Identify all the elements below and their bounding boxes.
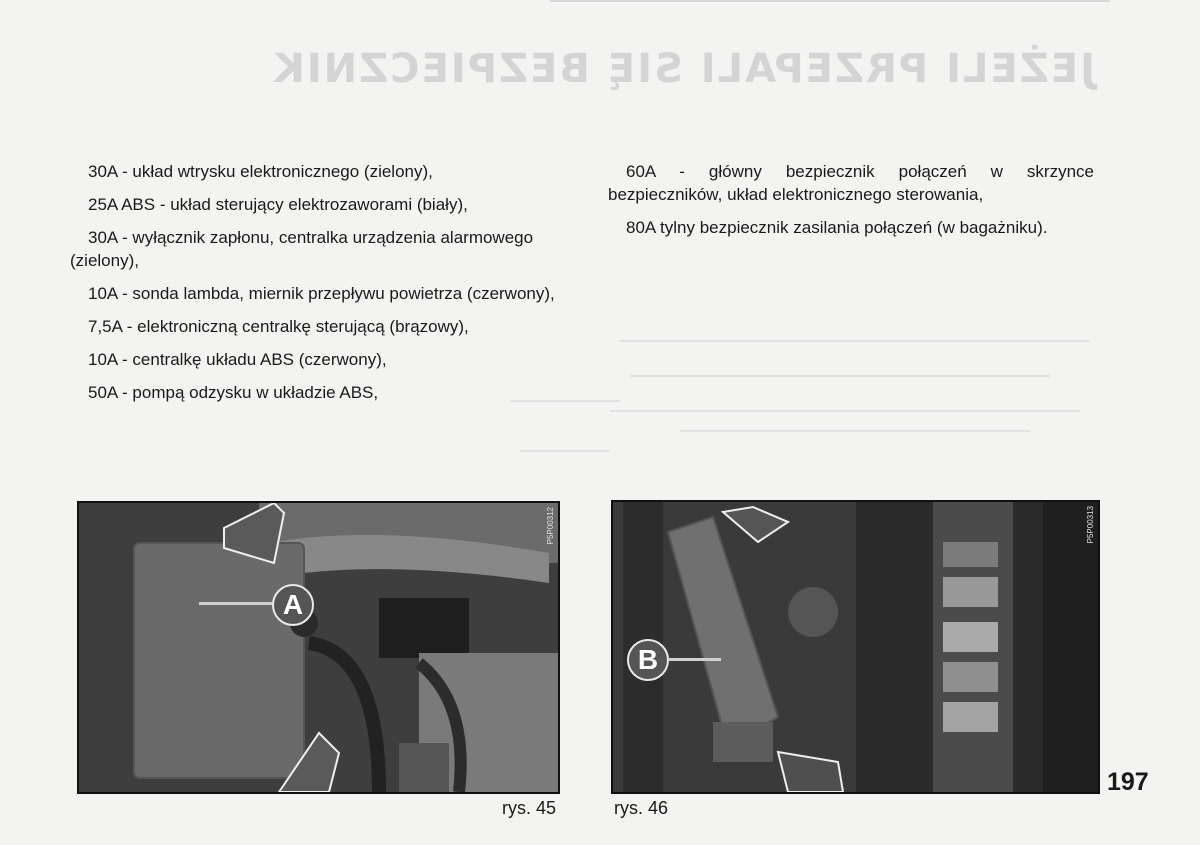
right-column [608,160,1094,249]
left-column [70,160,556,414]
callout-a: A [272,584,314,626]
fuse-item: 10A - sonda lambda, miernik przepływu powietrza (czerwony), [88,284,555,303]
bleed-through-title: JEŻELI PRZEPALI SIĘ BEZPIECZNIK [271,46,1095,92]
engine-bay-illustration [79,503,558,792]
fuse-item: 10A - centralkę układu ABS (czerwony), [88,350,387,369]
figure-45-caption: rys. 45 [502,798,557,818]
fuse-item: 80A tylny bezpiecznik zasilania połączeń (w bagażniku). [626,218,1048,237]
fuse-item: 30A - wyłącznik zapłonu, centralka urządzenia alarmowego (zielony), [70,228,534,270]
callout-b: B [627,639,669,681]
figure-45-photo [77,501,560,794]
trunk-fuse-illustration [613,502,1098,792]
figure-46-caption: rys. 46 [614,798,669,818]
fuse-item: 25A ABS - układ sterujący elektrozaworami (biały), [88,195,468,214]
fuse-item: 50A - pompą odzysku w układzie ABS, [88,383,379,402]
figure-code: P5P00313 [1086,506,1095,544]
page-number: 197 [1107,768,1149,796]
figure-code: P5P00312 [546,507,555,545]
leader-line-b [669,658,721,661]
figure-46-photo [611,500,1100,794]
leader-line-a [199,602,274,605]
fuse-item: 60A - główny bezpiecznik połączeń w skrzynce bezpieczników, układ elektronicznego sterowania, [608,162,1094,204]
fuse-item: 7,5A - elektroniczną centralkę sterującą (brązowy), [88,317,469,336]
top-rule [550,0,1110,2]
fuse-item: 30A - układ wtrysku elektronicznego (zielony), [88,162,433,181]
